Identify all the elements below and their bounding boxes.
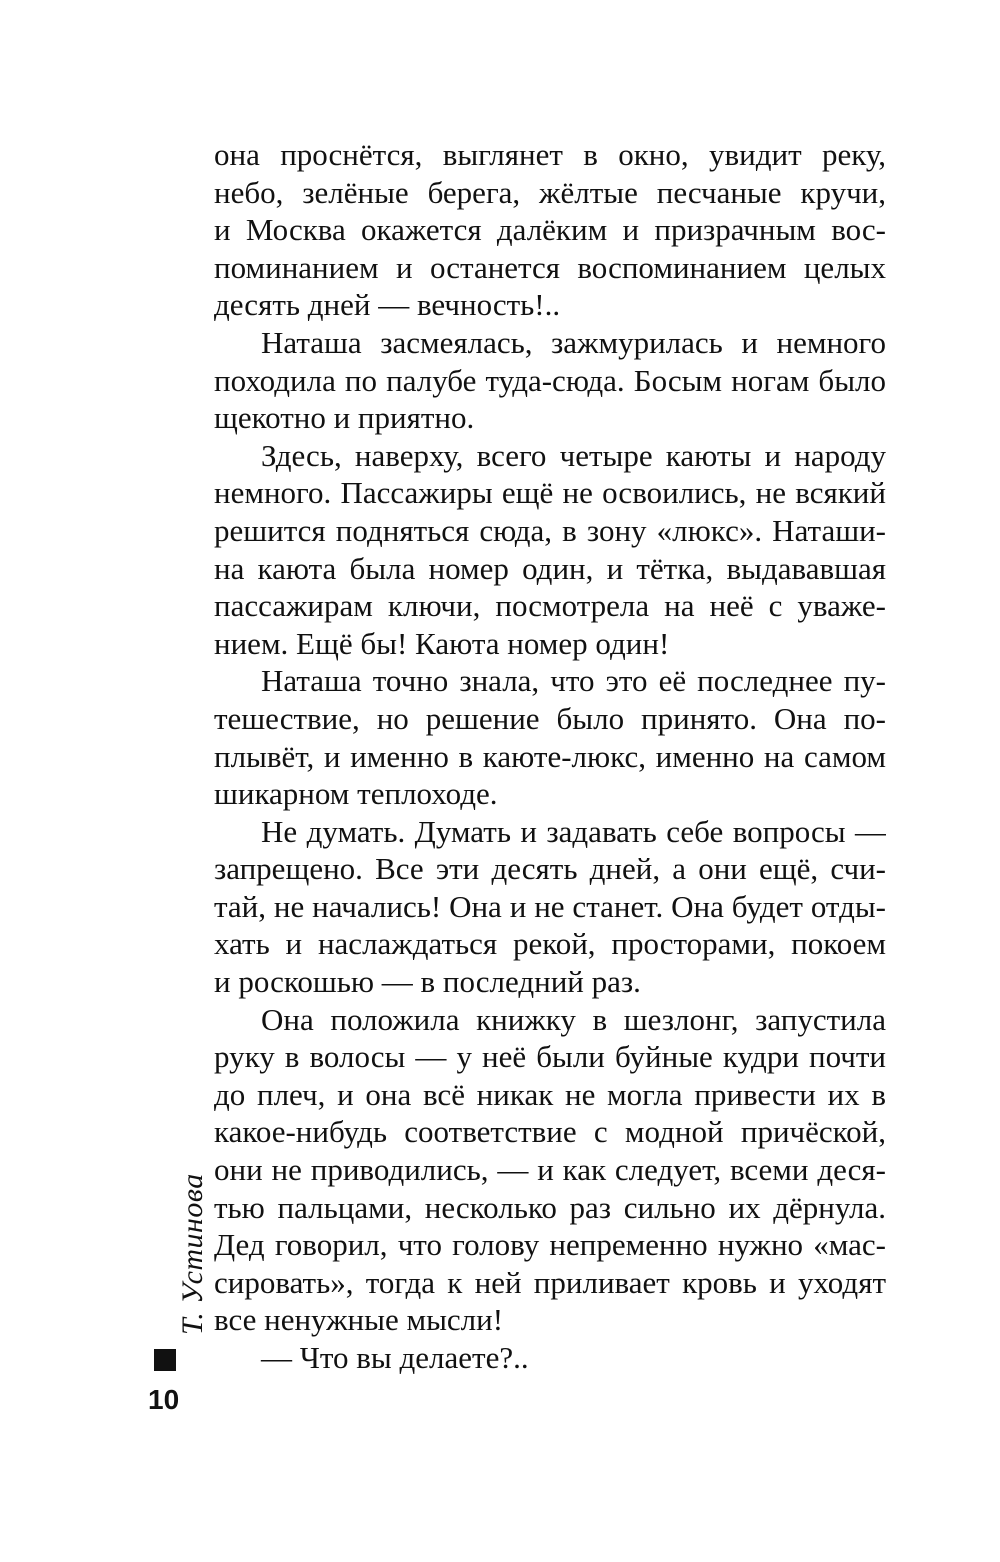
text-line: небо, зелёные берега, жёлтые песчаные кручи, <box>214 174 886 210</box>
text-line: все ненужные мысли! <box>214 1302 504 1338</box>
text-line: и Москва окажется далёким и призрачным вос- <box>214 212 886 248</box>
paragraph-first-line: Она положила книжку в шезлонг, запустила <box>261 1001 886 1037</box>
text-line: походила по палубе туда-сюда. Босым ногам было <box>214 362 886 398</box>
text-line: до плеч, и она всё никак не могла привести их в <box>214 1076 886 1112</box>
square-marker <box>154 1349 176 1371</box>
text-line: сировать», тогда к ней приливает кровь и уходят <box>214 1264 886 1300</box>
text-line: они не приводились, — и как следует, всеми деся- <box>214 1152 886 1188</box>
text-line: руку в волосы — у неё были буйные кудри почти <box>214 1039 886 1075</box>
text-line: тешествие, но решение было принято. Она по- <box>214 700 886 736</box>
body-text <box>214 136 886 1377</box>
text-line: нием. Ещё бы! Каюта номер один! <box>214 625 670 661</box>
text-line: какое-нибудь соответствие с модной причёской, <box>214 1114 886 1150</box>
paragraph-first-line: Наташа засмеялась, зажмурилась и немного <box>261 324 886 360</box>
text-line: и роскошью — в последний раз. <box>214 964 641 1000</box>
text-line: Дед говорил, что голову непременно нужно «мас- <box>214 1227 886 1263</box>
text-line: десять дней — вечность!.. <box>214 287 561 323</box>
text-line: запрещено. Все эти десять дней, а они ещё, счи- <box>214 851 886 887</box>
text-line: шикарном теплоходе. <box>214 776 498 812</box>
text-line: поминанием и останется воспоминанием целых <box>214 249 886 285</box>
paragraph-first-line: Здесь, наверху, всего четыре каюты и народу <box>261 437 886 473</box>
paragraph-first-line: Наташа точно знала, что это её последнее пу- <box>261 663 886 699</box>
text-line: она проснётся, выглянет в окно, увидит реку, <box>214 137 886 172</box>
text-line: пассажирам ключи, посмотрела на неё с уваже- <box>214 588 886 624</box>
paragraph-first-line: Не думать. Думать и задавать себе вопросы — <box>261 813 886 849</box>
text-line: решится подняться сюда, в зону «люкс». Наташи- <box>214 512 886 548</box>
text-line: плывёт, и именно в каюте-люкс, именно на самом <box>214 738 886 774</box>
text-line: тью пальцами, несколько раз сильно их дёрнула. <box>214 1189 886 1225</box>
page-number: 10 <box>148 1384 180 1415</box>
text-line: на каюта была номер один, и тётка, выдававшая <box>214 550 886 586</box>
text-line: немного. Пассажиры ещё не освоились, не всякий <box>214 475 886 511</box>
running-head-author: Т. Устинова <box>176 1173 209 1335</box>
text-line: тай, не начались! Она и не станет. Она будет отды- <box>214 888 886 924</box>
dialogue-line: — Что вы делаете?.. <box>261 1340 529 1375</box>
text-line: хать и наслаждаться рекой, просторами, покоем <box>214 926 886 962</box>
text-line: щекотно и приятно. <box>214 400 475 436</box>
